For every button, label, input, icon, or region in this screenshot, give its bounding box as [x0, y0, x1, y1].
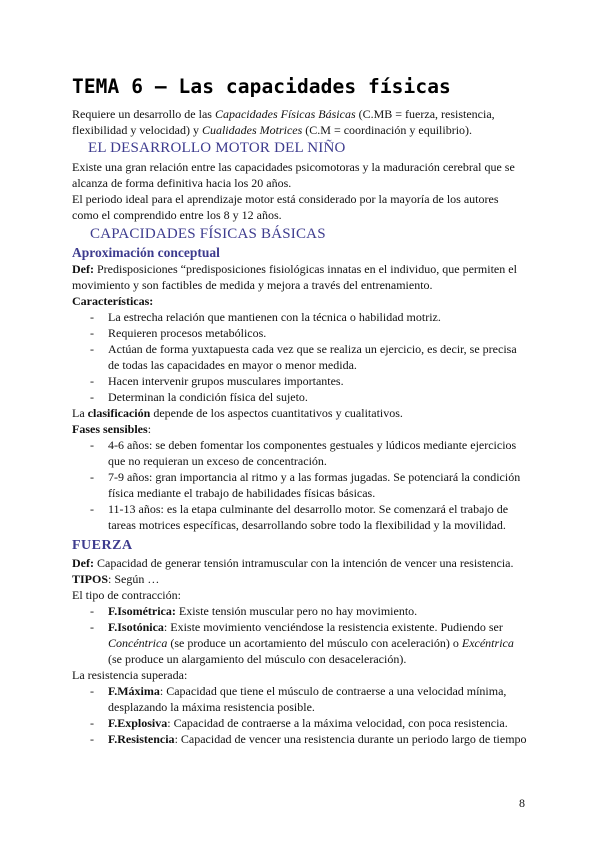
list-marker: - — [90, 684, 94, 698]
resistencia-list — [72, 683, 528, 747]
list-marker: - — [90, 604, 94, 618]
list-item-text: Hacen intervenir grupos musculares importantes. — [108, 374, 344, 388]
subheading-aproximacion: Aproximación conceptual — [72, 245, 220, 260]
resistencia-intro: La resistencia superada: — [72, 668, 188, 682]
list-marker: - — [90, 374, 94, 388]
list-item — [72, 619, 528, 667]
caracteristicas-label — [72, 293, 528, 309]
intro-text: Requiere un desarrollo de las — [72, 107, 215, 121]
list-marker: - — [90, 326, 94, 340]
list-marker: - — [90, 342, 94, 356]
item-text: (se produce un acortamiento del músculo con aceleración) o — [167, 636, 462, 650]
clasificacion-paragraph — [72, 405, 528, 421]
list-item — [72, 603, 528, 619]
section-heading-fuerza: FUERZA — [72, 538, 133, 553]
contraccion-intro: El tipo de contracción: — [72, 588, 181, 602]
item-text: (se produce un alargamiento del músculo con desaceleración). — [108, 652, 407, 666]
item-italic: Excéntrica — [461, 636, 514, 650]
item-label: F.Resistencia — [108, 732, 175, 746]
list-marker: - — [90, 390, 94, 404]
tipos-label: TIPOS — [72, 572, 109, 586]
def-text: Capacidad de generar tensión intramuscular con la intención de vencer una resistencia. — [93, 556, 514, 570]
def-label: Def: — [72, 262, 94, 276]
fuerza-definition — [72, 555, 528, 571]
clas-bold: clasificación — [87, 406, 151, 420]
def-text: Predisposiciones “predisposiciones fisiológicas innatas en el individuo, que permiten el movimiento y son factibles de medida y mejora a través del entrenamiento. — [72, 262, 517, 292]
list-item — [72, 501, 528, 533]
page-title: TEMA 6 – Las capacidades físicas — [72, 75, 451, 98]
list-item — [72, 683, 528, 715]
desarrollo-paragraph-1: Existe una gran relación entre las capacidades psicomotoras y la maduración cerebral que se alcanza de forma definitiva hacia los 20 años. — [72, 160, 515, 190]
def-label: Def: — [72, 556, 94, 570]
intro-text: (C.MB = fuerza, resistencia, flexibilidad y velocidad) y — [72, 107, 495, 137]
clas-text: La — [72, 406, 88, 420]
list-marker: - — [90, 502, 94, 516]
list-marker: - — [90, 470, 94, 484]
list-item-text: Actúan de forma yuxtapuesta cada vez que se realiza un ejercicio, es decir, se precisa de todas las capacidades en mayor o menor medida. — [108, 342, 517, 372]
list-item — [72, 373, 528, 389]
intro-text: (C.M = coordinación y equilibrio). — [302, 123, 473, 137]
item-label: F.Isométrica: — [108, 604, 176, 618]
section-heading-cfb: CAPACIDADES FÍSICAS BÁSICAS — [90, 226, 326, 242]
list-marker: - — [90, 438, 94, 452]
tipos-text: : Según … — [108, 572, 160, 586]
clas-text: depende de los aspectos cuantitativos y cualitativos. — [150, 406, 403, 420]
item-label: F.Máxima — [108, 684, 160, 698]
list-marker: - — [90, 620, 94, 634]
fases-list — [72, 437, 528, 533]
list-item — [72, 731, 528, 747]
list-item-text: Determinan la condición física del sujeto. — [108, 390, 308, 404]
page-number: 8 — [519, 796, 525, 810]
desarrollo-paragraph-2: El periodo ideal para el aprendizaje motor está considerado por la mayoría de los autores como el comprendido entre los 8 y 12 años. — [72, 192, 499, 222]
fases-label — [72, 421, 528, 437]
list-item — [72, 469, 528, 501]
fases-colon: : — [147, 422, 152, 436]
intro-italic-cm: Cualidades Motrices — [201, 123, 303, 137]
intro-paragraph — [72, 106, 528, 138]
item-text: : Capacidad de vencer una resistencia durante un periodo largo de tiempo — [174, 732, 527, 746]
list-marker: - — [90, 732, 94, 746]
list-item-text: 11-13 años: es la etapa culminante del desarrollo motor. Se comenzará el trabajo de tareas motrices específicas, desarrollando sobre todo la flexibilidad y la movilidad. — [108, 502, 509, 532]
item-text: : Existe movimiento venciéndose la resistencia existente. Pudiendo ser — [163, 620, 503, 634]
caracteristicas-list — [72, 309, 528, 405]
list-item — [72, 437, 528, 469]
list-item — [72, 325, 528, 341]
caracteristicas-label-text: Características: — [72, 294, 154, 308]
list-marker: - — [90, 310, 94, 324]
item-label: F.Explosiva — [108, 716, 168, 730]
item-label: F.Isotónica — [108, 620, 164, 634]
list-item-text: 4-6 años: se deben fomentar los componentes gestuales y lúdicos mediante ejercicios que no requieran un exceso de concentración. — [108, 438, 517, 468]
tipos-line — [72, 571, 528, 587]
list-item-text: 7-9 años: gran importancia al ritmo y a las formas jugadas. Se potenciará la condición física mediante el trabajo de habilidades físicas básicas. — [108, 470, 521, 500]
contraccion-list — [72, 603, 528, 667]
list-item-text: Requieren procesos metabólicos. — [108, 326, 267, 340]
list-item-text: La estrecha relación que mantienen con la técnica o habilidad motriz. — [108, 310, 441, 324]
fases-label-text: Fases sensibles — [72, 422, 148, 436]
section-heading-desarrollo: EL DESARROLLO MOTOR DEL NIÑO — [88, 140, 346, 156]
list-item — [72, 715, 528, 731]
item-text: Existe tensión muscular pero no hay movimiento. — [175, 604, 418, 618]
list-item — [72, 389, 528, 405]
item-text: : Capacidad que tiene el músculo de contraerse a una velocidad mínima, desplazando la máxima resistencia posible. — [108, 684, 507, 714]
item-text: : Capacidad de contraerse a la máxima velocidad, con poca resistencia. — [167, 716, 508, 730]
intro-italic-cfb: Capacidades Físicas Básicas — [214, 107, 356, 121]
list-item — [72, 341, 528, 373]
list-item — [72, 309, 528, 325]
cfb-definition — [72, 261, 528, 293]
list-marker: - — [90, 716, 94, 730]
item-italic: Concéntrica — [108, 636, 168, 650]
document-page — [72, 76, 528, 747]
